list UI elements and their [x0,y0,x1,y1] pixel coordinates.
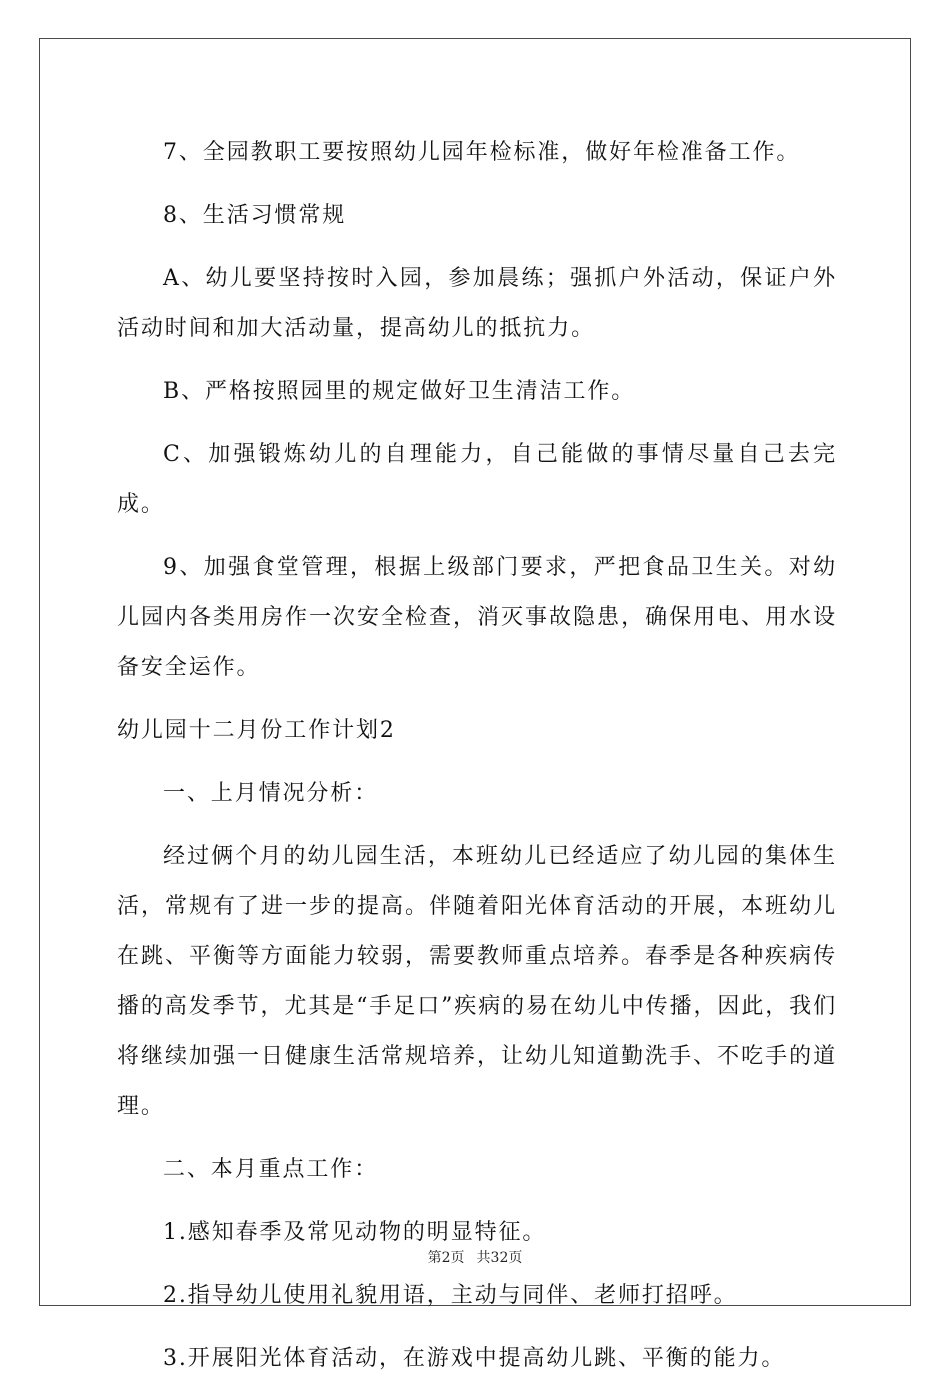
paragraph: 二、本月重点工作： [163,1157,379,1182]
list-item: 3.开展阳光体育活动，在游戏中提高幼儿跳、平衡的能力。 [163,1346,786,1371]
section-heading: 幼儿园十二月份工作计划2 [117,718,396,743]
list-item: 1.感知春季及常见动物的明显特征。 [163,1220,547,1245]
page-footer [0,1247,950,1267]
paragraph: B、严格按照园里的规定做好卫生清洁工作。 [163,379,636,404]
page-number: 第2页 [427,1250,465,1266]
paragraph: C、加强锻炼幼儿的自理能力，自己能做的事情尽量自己去完成。 [117,442,837,517]
paragraph: 9、加强食堂管理，根据上级部门要求，严把食品卫生关。对幼儿园内各类用房作一次安全检查，消灭事故隐患，确保用电、用水设备安全运作。 [117,555,837,680]
document-body [117,128,837,1397]
list-item: 2.指导幼儿使用礼貌用语，主动与同伴、老师打招呼。 [163,1283,738,1308]
paragraph: 8、生活习惯常规 [163,203,347,228]
paragraph: 一、上月情况分析： [163,781,379,806]
total-pages: 共32页 [476,1250,523,1266]
paragraph: A、幼儿要坚持按时入园，参加晨练；强抓户外活动，保证户外活动时间和加大活动量，提高幼儿的抵抗力。 [117,266,837,341]
paragraph: 经过俩个月的幼儿园生活，本班幼儿已经适应了幼儿园的集体生活，常规有了进一步的提高。伴随着阳光体育活动的开展，本班幼儿在跳、平衡等方面能力较弱，需要教师重点培养。春季是各种疾病传播的高发季节，尤其是“手足口”疾病的易在幼儿中传播，因此，我们将继续加强一日健康生活常规培养，让幼儿知道勤洗手、不吃手的道理。 [117,844,837,1119]
paragraph: 7、全园教职工要按照幼儿园年检标准，做好年检准备工作。 [163,140,801,165]
